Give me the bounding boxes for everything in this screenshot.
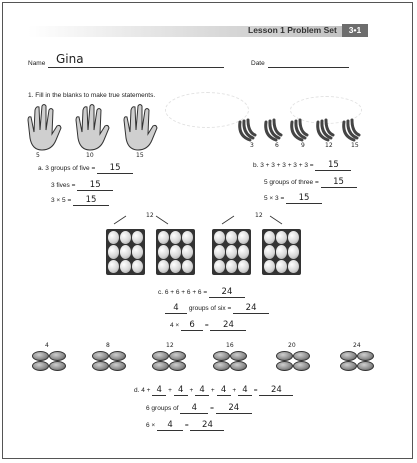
part-c-line-2: 4 groups of six = 24 [165,304,269,314]
answer-blank[interactable]: 4 [238,386,252,396]
lemon-group [276,351,310,369]
lemon-group [92,351,126,369]
answer-blank[interactable]: 15 [77,181,113,191]
name-value[interactable]: Gina [56,52,84,66]
answer-blank[interactable]: 4 [152,386,166,396]
egg-carton [106,229,145,275]
lemon-group [340,351,374,369]
banana-bunch-icon [240,120,255,140]
problem-1-instructions: 1. Fill in the blanks to make true statements. [28,92,156,99]
name-line [48,67,224,68]
banana-bunch-icon [318,120,333,140]
egg-count: 12 [255,212,263,219]
part-a-line-1: a. 3 groups of five = 15 [38,164,133,174]
lesson-title: Lesson 1 Problem Set [248,25,337,35]
part-b-line-1: b. 3 + 3 + 3 + 3 + 3 = 15 [253,161,351,171]
part-d-line-2: 6 groups of 4 = 24 [146,404,252,414]
answer-blank[interactable]: 4 [217,386,231,396]
hand-count: 5 [36,152,40,159]
answer-blank[interactable]: 15 [73,196,109,206]
hand-icon [76,105,109,151]
lemon-count: 24 [353,342,361,349]
banana-bunch-icon [292,120,307,140]
part-a-line-3: 3 × 5 = 15 [51,196,109,206]
banana-bunch-icon [266,120,281,140]
hands-figure [22,102,162,158]
part-a-line-2: 3 fives = 15 [51,181,113,191]
answer-blank[interactable]: 15 [315,161,351,171]
part-d-line-3: 6 × 4 = 24 [146,421,224,431]
hand-count: 15 [136,152,144,159]
banana-count: 15 [351,142,359,149]
answer-blank[interactable]: 24 [209,288,245,298]
egg-carton [212,229,251,275]
date-line[interactable] [268,67,349,68]
part-b-line-3: 5 × 3 = 15 [264,194,322,204]
lemon-group [152,351,186,369]
answer-blank[interactable]: 4 [165,304,187,314]
banana-count: 6 [275,142,279,149]
answer-blank[interactable]: 4 [174,386,188,396]
answer-blank[interactable]: 24 [190,421,224,431]
banana-count: 3 [250,142,254,149]
answer-blank[interactable]: 24 [259,386,293,396]
lemon-group [213,351,247,369]
answer-blank[interactable]: 24 [233,304,269,314]
hand-count: 10 [86,152,94,159]
lemon-group [32,351,66,369]
answer-blank[interactable]: 4 [157,421,183,431]
lemon-count: 8 [106,342,110,349]
egg-bracket-marks [104,212,304,226]
date-label: Date [251,60,265,67]
name-label: Name [28,60,46,67]
hand-icon [124,105,157,151]
banana-count: 12 [325,142,333,149]
answer-blank[interactable]: 6 [181,321,203,331]
egg-carton [156,229,195,275]
egg-count: 12 [146,212,154,219]
lemon-count: 4 [45,342,49,349]
answer-blank[interactable]: 4 [195,386,209,396]
answer-blank[interactable]: 24 [216,404,252,414]
part-b-line-2: 5 groups of three = 15 [264,178,357,188]
answer-blank[interactable]: 15 [286,194,322,204]
lemon-count: 20 [288,342,296,349]
lesson-code-badge: 3•1 [342,24,368,37]
answer-blank[interactable]: 15 [321,178,357,188]
answer-blank[interactable]: 4 [180,404,208,414]
part-d-line-1: d. 4 + 4 + 4 + 4 + 4 + 4 = 24 [134,386,293,396]
answer-blank[interactable]: 24 [210,321,246,331]
banana-bunch-icon [344,120,359,140]
part-c-line-3: 4 × 6 = 24 [170,321,246,331]
part-c-line-1: c. 6 + 6 + 6 + 6 = 24 [158,288,245,298]
lemon-count: 16 [226,342,234,349]
hand-icon [28,105,61,151]
banana-count: 9 [301,142,305,149]
answer-blank[interactable]: 15 [97,164,133,174]
lemon-count: 12 [166,342,174,349]
egg-carton [262,229,301,275]
